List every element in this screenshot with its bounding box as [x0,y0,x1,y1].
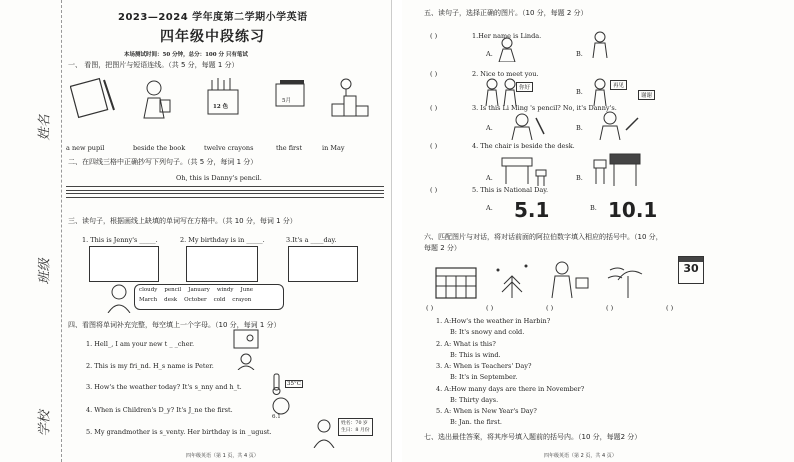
option-a: A. [486,204,493,212]
s5-item-2: 2. Nice to meet you. [472,70,539,78]
exam-info: 本场测试时间：50 分钟，总分：100 分 只有笔试 [124,52,248,58]
word: crayon [232,297,252,303]
dialogue-line: 4. A:How many days are there in November? [436,385,585,393]
children-day-icon [270,396,292,416]
option-b: B. [590,204,597,212]
answer-box-2[interactable] [186,246,258,282]
answer-paren[interactable]: ( ) [430,70,438,78]
boy-with-pencil-icon [506,112,546,140]
word: cold [213,297,226,303]
match-paren[interactable]: ( ) [546,304,554,312]
fill-item-5[interactable]: 5. My grandmother is s_venty. Her birthday is in _ugust. [86,428,272,436]
calendar-day: 30 [683,262,699,275]
dialogue-line: 5. A: When is New Year's Day? [436,407,537,415]
phrase-2: beside the book [133,144,186,152]
s5-item-4: 4. The chair is beside the desk. [472,142,575,150]
binding-class-label: 班级 [37,258,53,285]
teacher-board-icon [232,328,262,354]
section7-title: 七、选出最佳答案，将其序号填入题前的括号内。（10 分，每题2 分） [424,433,642,441]
windy-tree-icon [608,268,642,298]
section4-title: 四、看图将单词补充完整，每空填上一个字母。（10 分，每词 1 分） [68,321,281,329]
boy-pencil-icon [596,110,642,140]
option-a: A. [486,174,493,182]
answer-paren[interactable]: ( ) [430,186,438,194]
answer-paren[interactable]: ( ) [430,142,438,150]
exam-subtitle: 四年级中段练习 [160,29,265,45]
match-paren[interactable]: ( ) [486,304,494,312]
page-footer: 四年级英语（第 2 页，共 4 页） [544,453,617,459]
fill-item-2[interactable]: 2. This is my fri_nd. H_s name is Peter. [86,362,214,370]
dialogue-line: B: Thirty days. [450,396,499,404]
phrase-1: a new pupil [66,144,105,152]
sign-thanks: 谢谢 [638,90,655,100]
pupil-icon [144,81,170,118]
dialogue-line: 1. A:How's the weather in Harbin? [436,317,551,325]
option-b: B. [576,174,583,182]
word: January [188,287,210,293]
podium-icon [332,79,368,116]
phrase-5: in May [322,144,345,152]
dialogue-line: B: Jan. the first. [450,418,502,426]
binding-school-label: 学校 [37,410,53,437]
section6-title-cont: 每题 2 分） [424,244,461,252]
chair-desk-b-icon [592,150,644,188]
age-card-line: 姓名：70 岁 [341,421,368,426]
section1-pictures [70,76,380,122]
sign-bye: 再见 [610,80,627,90]
book-pencil-icon [70,79,114,118]
crayon-box-label: 12 色 [213,104,229,110]
prompt-3: 3.It's a ____day. [286,236,337,244]
word: windy [216,287,234,293]
section5-title: 五、读句子，选择正确的图片。（10 分，每题 2 分） [424,9,588,17]
copy-sentence: Oh, this is Danny's pencil. [176,174,262,182]
dialogue-line: B: It's in September. [450,373,518,381]
snowy-tree-icon [497,265,528,299]
boy-icon [590,30,610,58]
page-footer: 四年级英语（第 1 页，共 4 页） [186,453,259,459]
exam-title: 2023—2024 学年度第二学期小学英语 [118,12,308,23]
boy-icon [236,352,256,370]
date-may-day: 5.1 [514,198,550,222]
answer-box-1[interactable] [89,246,159,282]
fill-item-4[interactable]: 4. When is Children's D_y? It's J_ne the first. [86,406,233,414]
match-paren[interactable]: ( ) [666,304,674,312]
word-bank [134,284,284,310]
word: desk [164,297,178,303]
sign-hello: 你好 [516,82,533,92]
calendar-30-icon [678,256,704,284]
girl-linda-icon [496,36,518,62]
phrase-3: twelve crayons [204,144,254,152]
exam-page-2 [402,0,794,462]
calendar-label: 5月 [282,98,291,104]
s5-item-3: 3. Is this Li Ming 's pencil? No, it's Danny's. [472,104,617,112]
option-b: B. [576,124,583,132]
exam-page-1 [0,0,392,462]
answer-box-3[interactable] [288,246,358,282]
answer-paren[interactable]: ( ) [430,32,438,40]
prompt-2: 2. My birthday is in _____. [180,236,265,244]
word: cloudy [139,287,158,293]
age-card [338,418,373,436]
binding-name-label: 姓名 [37,114,53,141]
four-line-grid[interactable] [66,186,384,200]
word: June [240,287,254,293]
option-a: A. [486,124,493,132]
date-national-day: 10.1 [608,198,658,222]
date-mark: 6.1 [272,414,281,420]
fill-item-3[interactable]: 3. How's the weather today? It's s_nny and h_t. [86,383,242,391]
calendar-icon [436,268,476,298]
binding-margin [0,0,62,462]
match-paren[interactable]: ( ) [606,304,614,312]
temperature-label: 35°C [287,381,301,387]
word: pencil [164,287,182,293]
s5-item-1: 1.Her name is Linda. [472,32,542,40]
section6-title: 六、匹配图片与对话，将对话前面的阿拉伯数字填入相应的括号中。（10 分， [424,233,663,241]
dialogue-line: B: It's snowy and cold. [450,328,525,336]
option-a: A. [486,50,493,58]
answer-paren[interactable]: ( ) [430,104,438,112]
age-card-line: 生日：8 月份 [341,428,370,433]
dialogue-line: 2. A: What is this? [436,340,496,348]
section3-title: 三、读句子，根据画线上缺填的单词写在方格中。（共 10 分，每词 1 分） [68,217,297,225]
girl-icon [104,283,134,313]
page-gap [392,0,402,462]
s5-item-5: 5. This is National Day. [472,186,549,194]
word: October [184,297,207,303]
match-paren[interactable]: ( ) [426,304,434,312]
dialogue-line: 3. A: When is Teachers' Day? [436,362,532,370]
prompt-1: 1. This is Jenny's _____. [82,236,158,244]
dialogue-line: B: This is wind. [450,351,501,359]
word: March [139,297,158,303]
section1-title: 一、 看图，把图片与短语连线。（共 5 分，每题 1 分） [68,61,239,69]
fill-item-1[interactable]: 1. Hell_, I am your new t _ _cher. [86,340,195,348]
option-b: B. [576,50,583,58]
grandmother-icon [312,418,336,448]
option-b: B. [576,88,583,96]
teacher-icon [552,262,588,298]
section2-title: 二、在四线三格中正确抄写下列句子。（共 5 分，每词 1 分） [68,158,258,166]
phrase-4: the first [276,144,303,152]
chair-desk-a-icon [498,154,550,188]
